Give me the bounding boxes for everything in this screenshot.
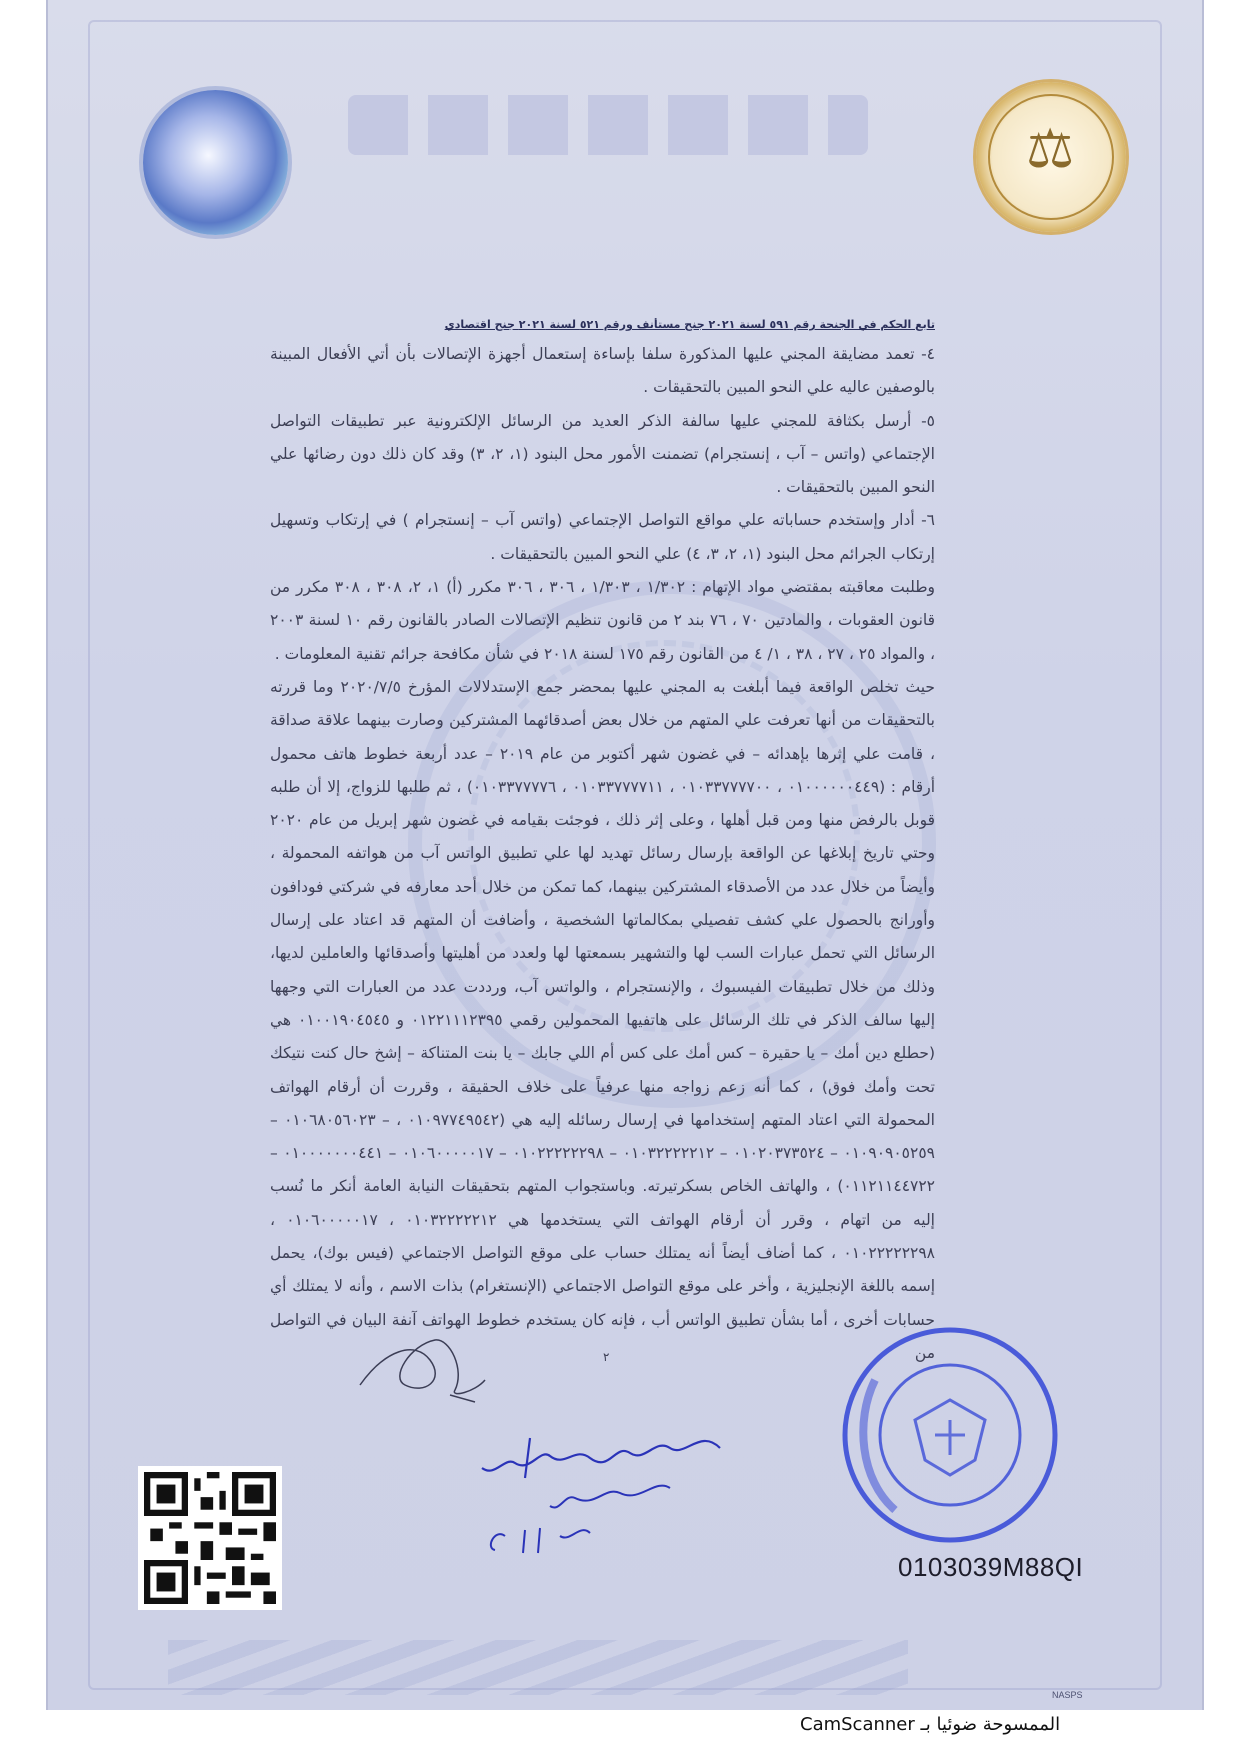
paragraph-charges: وطلبت معاقبته بمقتضي مواد الإتهام : ١/٣٠٢ ، ١/٣٠٣ ، ٣٠٦ ، ٣٠٦ مكرر (أ) ١، ٢، ٣٠٨ ، ٣٠٨ مكرر من قانون العقوبات ، والمادتين ٧٠ ، ٧٦ بند ٢ من قانون تنظيم الإتصالات الصادر بالقانون رقم ١٠ لسنة ٢٠٠٣ ، والمواد ٢٥ ، ٢٧ ، ٣٨ ، ١/ ٤ من القانون رقم ١٧٥ لسنة ٢٠١٨ في شأن مكافحة جرائم تقنية المعلومات . xyxy=(270,578,936,663)
serial-number: 0103039M88QI xyxy=(898,1552,1084,1582)
paragraph-4: ٤- تعمد مضايقة المجني عليها المذكورة سلفا بإساءة إستعمال أجهزة الإتصالات بأن أتي الأفعال المبينة بالوصفين عاليه علي النحو المبين بالتحقيقات . xyxy=(270,345,935,397)
document-body xyxy=(270,338,935,1370)
handwritten-certification xyxy=(470,1418,740,1568)
scanner-footer: الممسوحة ضوئيا بـ CamScanner xyxy=(800,1714,1061,1735)
signature-scribble-icon xyxy=(355,1330,495,1405)
eagle-emblem-icon: ⚖ xyxy=(1026,117,1075,180)
paragraph-6: ٦- أدار وإستخدم حساباته علي مواقع التواصل الإجتماعي (واتس آب – إنستجرام ) في إرتكاب وتسهيل إرتكاب الجرائم محل البنود (١، ٢، ٣، ٤) علي النحو المبين بالتحقيقات . xyxy=(270,511,935,563)
paragraph-facts: حيث تخلص الواقعة فيما أبلغت به المجني عليها بمحضر جمع الإستدلالات المؤرخ ٢٠٢٠/٧/٥ وما قررته بالتحقيقات من أنها تعرفت علي المتهم من خلال بعض أصدقائهما المشتركين وصارت بينهما علاقة صداقة ، قامت علي إثرها بإهدائه – في غضون شهر أكتوبر من عام ٢٠١٩ – عدد أربعة خطوط هاتف محمول أرقام : (٠١٠٠٠٠٠٠٤٤٩ ، ٠١٠٣٣٧٧٧٧٠٠ ، ٠١٠٣٣٧٧٧٧١١ ، ٠١٠٣٣٧٧٧٧٦) ، ثم طلبها للزواج، إلا أن طلبه قوبل بالرفض منها ومن قبل أهلها ، وعلى إثر ذلك ، فوجئت بقيامه في غضون شهر إبريل من عام ٢٠٢٠ وحتي تاريخ إبلاغها عن الواقعة بإرسال رسائل تهديد لها علي تطبيق الواتس آب من هواتفه المحمولة ، وأيضاً من خلال عدد من الأصدقاء المشتركين بينهما، كما تمكن من خلال أحد معارفه في شركتي فودافون وأورانج بالحصول علي كشف تفصيلي بمكالماتها الشخصية ، وأضافت أن المتهم قد اعتاد على إرسال الرسائل التي تحمل عبارات السب لها والتشهير بسمعتها لها ولعدد من أهليتها وأصدقائها والعاملين لديها، وذلك من خلال تطبيقات الفيسبوك ، والإنستجرام ، والواتس آب، ورددت عدد من العبارات التي وجهها إليها سالف الذكر في تلك الرسائل على هاتفيها المحمولين رقمي ٠١٢٢١١١٢٣٩٥ و ٠١٠٠١٩٠٤٥٤٥ هي (حطلع دين أمك – يا حقيرة – كس أمك على كس أم اللي جابك – يا بنت المتناكة – إشخ حال كنت نتيكك تحت وأمك فوق) ، كما أنه زعم زواجه منها عرفياً على خلاف الحقيقة ، وقررت أن أرقام الهواتف المحمولة التي اعتاد المتهم إستخدامها في إرسال رسائله إليه هي (٠١٠٩٧٧٤٩٥٤٢ ، – ٠١٠٦٨٠٥٦٠٢٣ – ٠١٠٩٠٩٠٥٢٥٩ – ٠١٠٢٠٣٧٣٥٢٤ – ٠١٠٣٢٢٢٢٢١٢ – ٠١٠٢٢٢٢٢٢٩٨ – ٠١٠٦٠٠٠٠٠١٧ – ٠١٠٠٠٠٠٠٠٤٤١ – ٠١١٢١١٤٤٧٢٢) ، والهاتف الخاص بسكرتيرته. وباستجواب المتهم بتحقيقات النيابة العامة أنكر ما نُسب إليه من اتهام ، وقرر أن أرقام الهواتف التي يستخدمها هي ٠١٠٣٢٢٢٢٢١٢ ، ٠١٠٦٠٠٠٠٠١٧ ، ٠١٠٢٢٢٢٢٢٩٨ ، كما أضاف أيضاً أنه يمتلك حساب على موقع التواصل الاجتماعي (فيس بوك)، يحمل إسمه باللغة الإنجليزية ، وأخر على موقع التواصل الاجتماعي (الإنستغرام) بذات الاسم ، وأنه لا يمتلك أي حسابات أخرى ، أما بشأن تطبيق الواتس أب ، فإنه كان يستخدم خطوط الهواتف آنفة البيان في التواصل من xyxy=(270,677,936,1362)
hologram-seal-icon xyxy=(143,90,288,235)
page-number: ٢ xyxy=(603,1350,610,1364)
paragraph-5: ٥- أرسل بكثافة للمجني عليها سالفة الذكر العديد من الرسائل الإلكترونية عبر تطبيقات التواصل الإجتماعي (واتس – آب ، إنستجرام) تضمنت الأمور محل البنود (١، ٢، ٣) وقد كان ذلك دون رضائها علي النحو المبين بالتحقيقات . xyxy=(270,411,935,497)
case-header-line: تابع الحكم في الجنحة رقم ٥٩١ لسنة ٢٠٢١ جنح مستأنف ورقم ٥٢١ لسنة ٢٠٢١ جنح اقتصادي xyxy=(444,318,935,331)
guilloche-band xyxy=(348,95,868,155)
qr-code-icon xyxy=(138,1466,282,1610)
ministry-of-justice-seal-icon xyxy=(976,82,1126,232)
print-mark: NASPS xyxy=(1052,1690,1083,1700)
security-stripe xyxy=(168,1640,908,1695)
court-stamp-icon xyxy=(835,1320,1065,1550)
